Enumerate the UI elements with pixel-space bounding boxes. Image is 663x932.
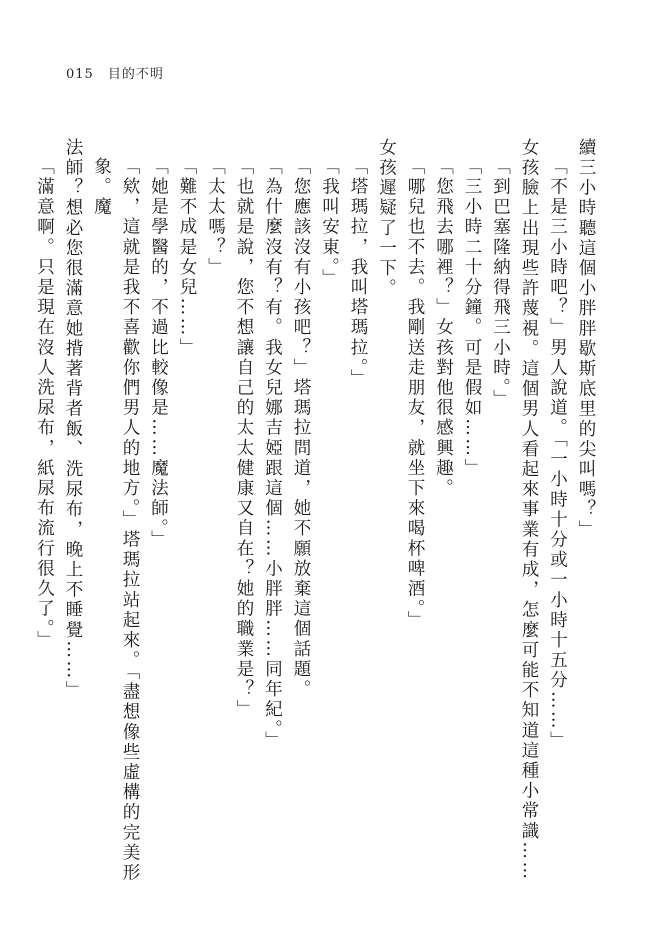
text-line: 「三小時二十分鐘。可是假如……」 [462,157,482,479]
text-line: 「我叫安東。」 [319,157,340,289]
text-line: 「也就是說，您不想讓自己的太太健康又自在？她的職業是？」 [234,157,254,720]
text-line: 「為什麼沒有？有。我女兒娜吉婭跟這個……小胖胖……同年紀。」 [262,157,283,752]
running-header [66,63,164,82]
text-line: 續三小時聽這個小胖胖歇斯底里的尖叫嗎？」 [576,138,596,540]
text-line: 「不是三小時吧？」男人說道。「一小時十分或一小時十五分……」 [547,157,568,752]
chapter-title: 目的不明 [107,67,164,82]
page-number: 015 [66,67,94,82]
text-line: 「太太嗎？」 [205,157,226,278]
text-line: 女孩臉上出現些許蔑視。這個男人看起來事業有成，怎麼可能不知道這種小常識…… [519,138,539,882]
text-line: 「塔瑪拉，我叫塔瑪拉。」 [348,157,368,390]
text-line: 「滿意啊。只是現在沒人洗尿布，紙尿布流行很久了。」 [34,157,55,651]
text-line: 「您飛去哪裡？」女孩對他很感興趣。 [433,157,454,499]
vertical-text-body [34,138,600,898]
text-line: 「到巴塞隆納得飛三小時。」 [490,157,511,410]
text-line: 法師？想必您很滿意她揹著背者飯、洗尿布，晚上不睡覺……」 [63,138,83,701]
text-line: 「欸，這就是我不喜歡你們男人的地方。」塔瑪拉站起來。「盡想像些虛構的完美形象。魔 [91,157,140,884]
text-line: 「哪兒也不去。我剛送走朋友，就坐下來喝杯啤酒。」 [405,157,425,631]
text-line: 「您應該沒有小孩吧？」塔瑪拉問道，她不願放棄這個話題。 [291,157,311,700]
text-line: 「難不成是女兒……」 [177,157,197,358]
text-line: 「她是學醫的，不過比較像是……魔法師。」 [148,157,169,551]
text-line: 女孩遲疑了一下。 [376,138,397,299]
